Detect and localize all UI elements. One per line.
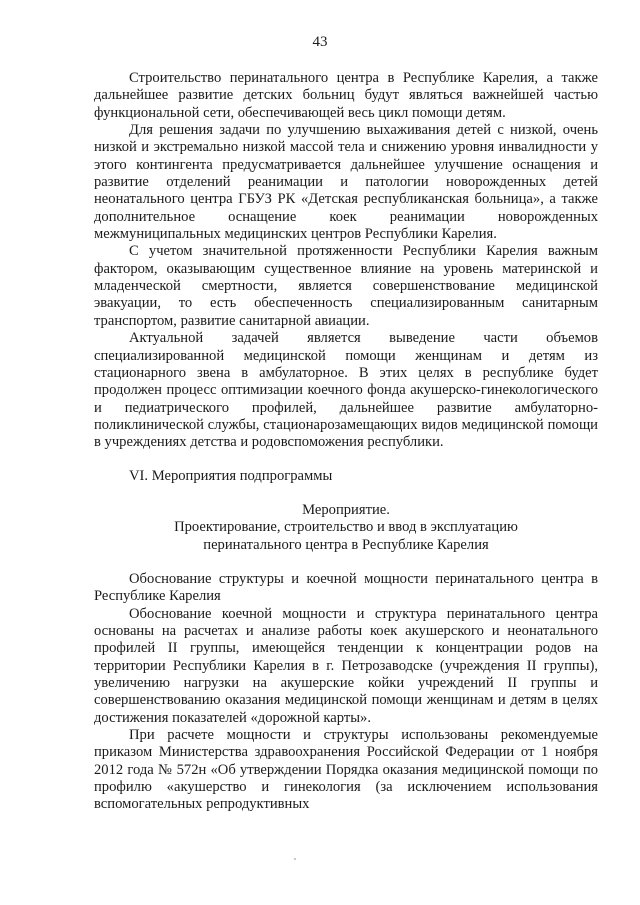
paragraph-perinatal-center: Строительство перинатального центра в Республике Карелия, а также дальнейшее развитие детских больниц будут являться важнейшей частью функциональной сети, обеспечивающей весь цикл помощи детям. — [94, 70, 598, 121]
paragraph-neonatal-care: Для решения задачи по улучшению выхаживания детей с низкой, очень низкой и экстремально низкой массой тела и снижению уровня инвалидности у этого контингента предусматривается дальнейшее улучшение оснащения и развитие отделений реанимации и патологии новорожденных детей неонатального центра ГБУЗ РК «Детская республиканская больница», а также дополнительное оснащение коек реанимации новорожденных межмуниципальных медицинских центров Республики Карелия. — [94, 122, 598, 243]
paragraph-bed-capacity: Обоснование коечной мощности и структура перинатального центра основаны на расчетах и анализе работы коек акушерского и неонатального профилей II группы, имеющейся тенденции к концентрации родов на территории Республики Карелия в г. Петрозаводске (учреждения II группы), увеличению нагрузки на акушерские койки учреждений II группы и совершенствованию оказания медицинской помощи женщинам и детям в целях достижения показателей «дорожной карты». — [94, 605, 598, 726]
document-body — [94, 70, 598, 814]
measure-title-line-2: перинатального центра в Республике Карелия — [203, 536, 489, 553]
paragraph-calculation-basis: При расчете мощности и структуры использованы рекомендуемые приказом Министерства здравоохранения Российской Федерации от 1 ноября 2012 года № 572н «Об утверждении Порядка оказания медицинской помощи по профилю «акушерство и гинекология (за исключением использования вспомогательных репродуктивных — [94, 727, 598, 813]
paragraph-outpatient-care: Актуальной задачей является выведение части объемов специализированной медицинской помощи женщинам и детям из стационарного звена в амбулаторное. В этих целях в республике будет продолжен процесс оптимизации коечного фонда акушерско-гинекологического и педиатрического профилей, дальнейшее развитие амбулаторно-поликлинической службы, стационарозамещающих видов медицинской помощи в учреждениях детства и родовспоможения республики. — [94, 330, 598, 451]
rationale-title: Обоснование структуры и коечной мощности перинатального центра в Республике Карелия — [94, 570, 598, 605]
spacer — [94, 452, 598, 468]
measure-title-line-1: Проектирование, строительство и ввод в эксплуатацию — [174, 519, 518, 536]
section-heading: VI. Мероприятия подпрограммы — [129, 467, 333, 484]
spacer — [94, 485, 598, 502]
spacer — [94, 554, 598, 571]
measure-label: Мероприятие. — [302, 501, 390, 518]
page-number: 43 — [312, 34, 328, 50]
paragraph-medical-evacuation: С учетом значительной протяженности Республики Карелия важным фактором, оказывающим существенное влияние на уровень материнской и младенческой смертности, является совершенствование медицинской эвакуации, то есть обеспеченность специализированным санитарным транспортом, развитие санитарной авиации. — [94, 243, 598, 329]
measure-title-block — [94, 502, 598, 554]
scan-artifact — [294, 858, 296, 860]
